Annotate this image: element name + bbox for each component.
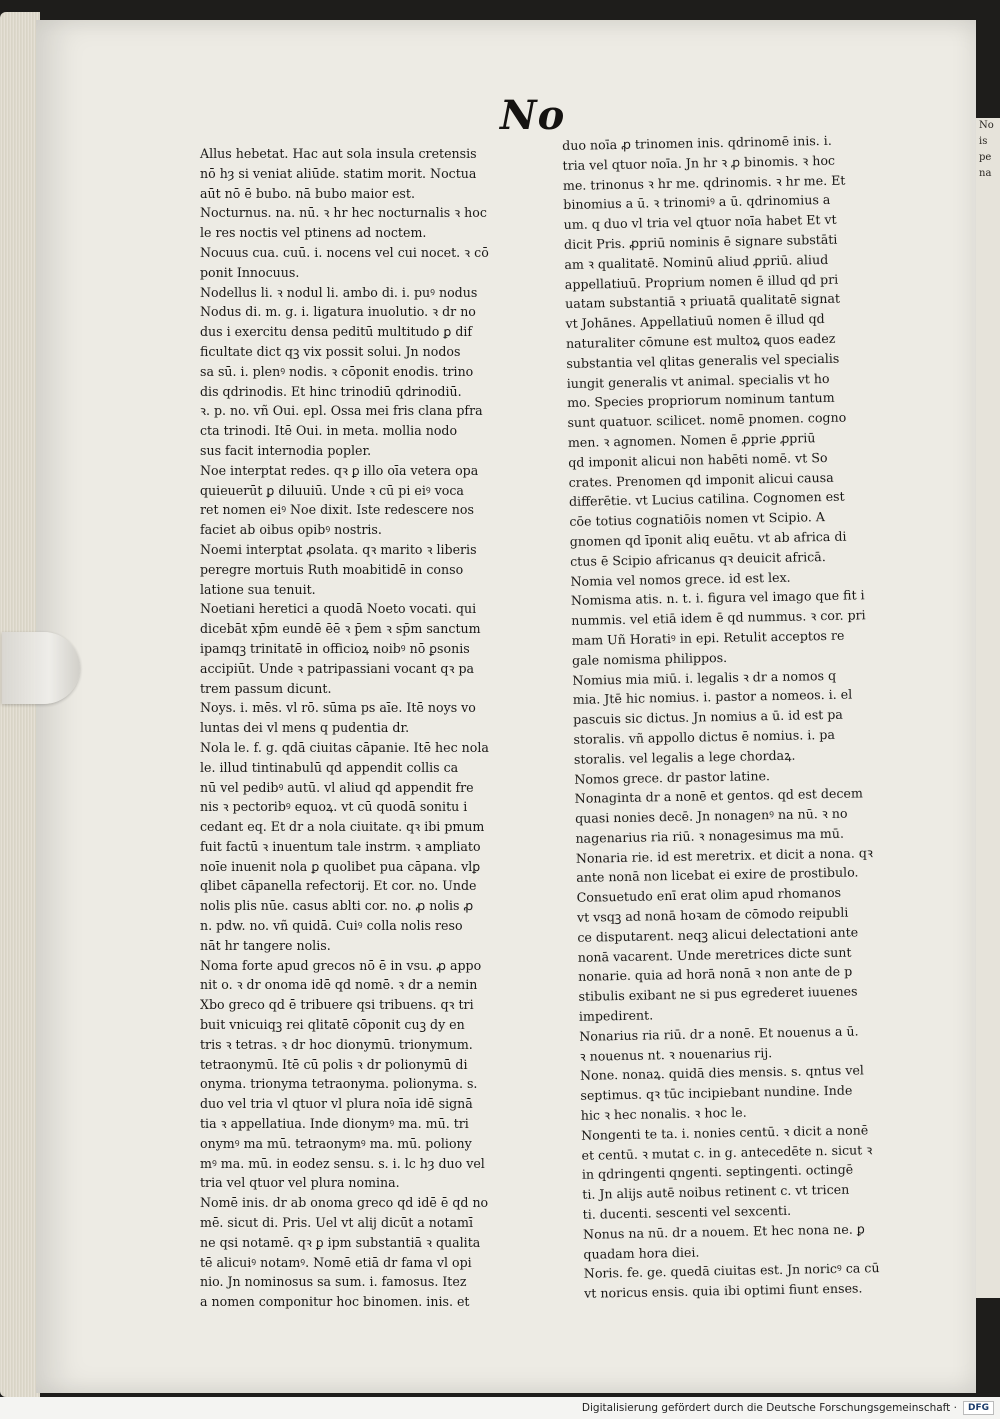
right-column-line: vt vsqꝫ ad nonā hoꝛam de cōmodo reipubli bbox=[576, 904, 849, 925]
right-column-line: ꝛ nouenus nt. ꝛ nouenarius rij. bbox=[579, 1044, 773, 1064]
left-column-line: Xbo greco qd ē tribuere qsi tribuens. qꝛ tri bbox=[200, 997, 474, 1013]
right-column-line: nonā vacarent. Unde meretrices dicte sunt bbox=[577, 944, 852, 965]
right-column-line: septimus. qꝛ tūc incipiebant nundine. Inde bbox=[580, 1082, 853, 1104]
left-column-line: cta trinodi. Itē Oui. in meta. mollia nodo bbox=[200, 423, 458, 439]
right-column-line: tria vel qtuor noīa. Jn hr ꝛ ꝓ binomis. ꝛ hoc bbox=[562, 152, 836, 173]
left-column-line: dicebāt xp̄m eundē ēē ꝛ p̄em ꝛ sp̄m sanctum bbox=[200, 621, 481, 637]
left-column-line: duo vel tria vl qtuor vl plura noīa idē signā bbox=[200, 1096, 473, 1112]
right-column-line: um. q duo vl tria vel qtuor noīa habet Et vt bbox=[563, 211, 837, 233]
left-column-line: luntas dei vl mens q pudentia dr. bbox=[200, 720, 410, 736]
right-column-line: differētie. vt Lucius catilina. Cognomen est bbox=[568, 488, 845, 510]
next-page-strip bbox=[976, 118, 1000, 1298]
left-column-line: mꝰ ma. mū. in eodez sensu. s. i. lc hȝ duo vel bbox=[200, 1155, 485, 1171]
left-column-line: ret nomen eiꝰ Noe dixit. Iste redescere nos bbox=[200, 502, 474, 518]
left-column-line: mē. sicut di. Pris. Uel vt alij dicūt a notamī bbox=[200, 1215, 474, 1231]
right-column-line: dicit Pris. ꝓpriū nominis ē signare substāti bbox=[563, 231, 838, 252]
next-page-fragment: is bbox=[979, 136, 988, 147]
right-column-line: duo noīa ꝓ trinomen inis. qdrinomē inis. i. bbox=[562, 132, 832, 153]
left-column-line: Noe interptat redes. qꝛ ꝑ illo oīa vetera opa bbox=[200, 462, 479, 478]
right-column-line: nonarie. quia ad horā nonā ꝛ non ante de p bbox=[578, 964, 853, 985]
right-column-line: Consuetudo enī erat olim apud rhomanos bbox=[576, 885, 842, 906]
footer-credit: Digitalisierung gefördert durch die Deutsche Forschungsgemeinschaft · bbox=[581, 1402, 957, 1414]
right-column-line: substantia vel qlitas generalis vel specialis bbox=[566, 350, 840, 371]
left-column-line: le res noctis vel ptinens ad noctem. bbox=[200, 225, 427, 241]
left-column-line: n. pdw. no. vñ quidā. Cuiꝰ colla nolis reso bbox=[200, 918, 463, 934]
left-column-line: Noemi interptat ꝓsolata. qꝛ marito ꝛ liberis bbox=[200, 541, 477, 557]
right-column-line: ti. ducenti. sescenti vel sexcenti. bbox=[582, 1202, 792, 1222]
right-column-line: binomius a ū. ꝛ trinomiꝰ a ū. qdrinomius a bbox=[563, 192, 831, 213]
right-column-line: cōe totius cognatiōis nomen vt Scipio. A bbox=[569, 509, 826, 530]
next-page-fragment: No bbox=[979, 120, 994, 131]
right-column-line: men. ꝛ agnomen. Nomen ē ꝓprie ꝓpriū bbox=[567, 430, 816, 450]
right-column-line: uatam substantiā ꝛ priuatā qualitatē signat bbox=[565, 291, 841, 312]
right-column-line: nagenarius ria riū. ꝛ nonagesimus ma mū. bbox=[575, 825, 845, 846]
left-column-line: dis qdrinodis. Et hinc trinodiū qdrinodiū. bbox=[200, 383, 462, 399]
left-column-line: nio. Jn nominosus sa sum. i. famosus. Itez bbox=[200, 1274, 467, 1290]
left-column-line: Nola le. f. g. qdā ciuitas cāpanie. Itē hec nola bbox=[200, 739, 489, 755]
right-column-line: mia. Jtē hic nomius. i. pastor a nomeos. i. el bbox=[572, 686, 853, 708]
right-column-line: ctus ē Scipio africanus qꝛ deuicit africā. bbox=[570, 548, 826, 569]
right-column-line: nummis. vel etiā idem ē qd nummus. ꝛ cor. pri bbox=[571, 607, 866, 629]
left-column-line: nō hȝ si veniat aliūde. statim morit. Noctua bbox=[200, 165, 477, 181]
right-column-line: in qdringenti qngenti. septingenti. octingē bbox=[581, 1162, 854, 1183]
left-column-line: faciet ab oibus opibꝰ nostris. bbox=[200, 522, 382, 538]
right-column-line: ante nonā non licebat ei exire de prostibulo. bbox=[576, 864, 859, 886]
right-column-line: Nomius mia miū. i. legalis ꝛ dr a nomos q bbox=[572, 667, 837, 688]
left-column-line: tris ꝛ tetras. ꝛ dr hoc dionymū. trionymum. bbox=[200, 1036, 473, 1052]
left-column bbox=[200, 144, 576, 1312]
dfg-logo: DFG bbox=[963, 1401, 994, 1415]
page-clip-tab bbox=[2, 632, 80, 704]
right-column-line: appellatiuū. Proprium nomen ē illud qd pri bbox=[564, 271, 839, 292]
left-column-line: tetraonymū. Itē cū polis ꝛ dr polionymū di bbox=[200, 1056, 468, 1072]
left-column-line: tia ꝛ appellatiua. Inde dionymꝰ ma. mū. tri bbox=[200, 1116, 469, 1132]
right-column-line: Nongenti te ta. i. nonies centū. ꝛ dicit a nonē bbox=[581, 1122, 869, 1143]
right-column-line: Nomia vel nomos grece. id est lex. bbox=[570, 569, 791, 589]
right-column-line: hic ꝛ hec nonalis. ꝛ hoc le. bbox=[580, 1104, 747, 1123]
right-column-line: None. nonaꝝ. quidā dies mensis. s. qntus vel bbox=[579, 1062, 865, 1084]
left-column-line: a nomen componitur hoc binomen. inis. et bbox=[200, 1294, 470, 1310]
left-column-line: latione sua tenuit. bbox=[200, 581, 316, 597]
right-column-line: ti. Jn alijs autē noibus retinent c. vt tricen bbox=[582, 1181, 850, 1203]
right-column-line: vt noricus ensis. quia ibi optimi fiunt enses. bbox=[584, 1280, 863, 1302]
left-column-line: buit vnicuiqꝫ rei qlitatē cōponit cuꝫ dy en bbox=[200, 1017, 465, 1033]
book-fore-edge bbox=[0, 12, 40, 1397]
left-column-line: sus facit internodia popler. bbox=[200, 442, 372, 458]
right-column-line: iungit generalis vt animal. specialis vt ho bbox=[566, 370, 830, 391]
next-page-fragment: pe bbox=[979, 152, 992, 163]
right-column-line: impedirent. bbox=[578, 1007, 654, 1024]
digitization-footer bbox=[0, 1397, 1000, 1419]
left-column-line: ficultate dict qꝫ vix possit solui. Jn nodos bbox=[200, 343, 461, 359]
left-column-line: nis ꝛ pectoribꝰ equoꝝ. vt cū quodā sonitu i bbox=[200, 799, 468, 815]
left-column-line: Noetiani heretici a quodā Noeto vocati. qui bbox=[200, 601, 477, 617]
right-column-line: quasi nonies decē. Jn nonagenꝰ na nū. ꝛ no bbox=[574, 805, 848, 826]
right-column-line: quadam hora diei. bbox=[583, 1244, 700, 1262]
left-column-line: ne qsi notamē. qꝛ ꝑ ipm substantiā ꝛ qualita bbox=[200, 1234, 481, 1250]
left-column-line: dus i exercitu densa peditū multitudo ꝑ dif bbox=[200, 324, 473, 340]
left-column-line: ꝛ. p. no. vñ Oui. epl. Ossa mei fris clana pfra bbox=[200, 403, 483, 419]
right-column-line: mo. Species propriorum nominum tantum bbox=[566, 390, 835, 411]
left-column-line: Noma forte apud grecos nō ē in vsu. ꝓ appo bbox=[200, 957, 482, 973]
left-column-line: Nodellus li. ꝛ nodul li. ambo di. i. puꝰ nodus bbox=[200, 284, 478, 300]
right-column-line: Nomisma atis. n. t. i. figura vel imago que fit i bbox=[570, 587, 865, 609]
left-column-line: Nomē inis. dr ab onoma greco qd idē ē qd no bbox=[200, 1195, 489, 1211]
left-column-line: Nocuus cua. cuū. i. nocens vel cui nocet. ꝛ cō bbox=[200, 244, 489, 260]
left-column-line: qlibet cāpanella refectorij. Et cor. no. Unde bbox=[200, 878, 477, 894]
right-column-line: Noris. fe. ge. quedā ciuitas est. Jn noricꝰ ca cū bbox=[583, 1260, 880, 1282]
right-column bbox=[562, 129, 938, 1304]
left-column-line: peregre mortuis Ruth moabitidē in conso bbox=[200, 561, 464, 577]
right-column-line: Nomos grece. dr pastor latine. bbox=[574, 767, 771, 787]
left-column-line: sa sū. i. plenꝰ nodis. ꝛ cōponit enodis. trino bbox=[200, 363, 474, 379]
right-column-line: pascuis sic dictus. Jn nomius a ū. id est pa bbox=[573, 706, 844, 728]
left-column-line: onymꝰ ma mū. tetraonymꝰ ma. mū. poliony bbox=[200, 1135, 472, 1151]
right-column-line: Nonaginta dr a nonē et gentos. qd est decem bbox=[574, 785, 864, 807]
left-column-line: nū vel pedibꝰ autū. vl aliud qd appendit fre bbox=[200, 779, 474, 795]
left-column-line: onyma. trionyma tetraonyma. polionyma. s. bbox=[200, 1076, 478, 1092]
right-column-line: naturaliter cōmune est multoꝝ quos eadez bbox=[565, 330, 836, 351]
next-page-fragment: na bbox=[979, 168, 992, 179]
right-column-line: Nonarius ria riū. dr a nonē. Et nouenus a ū. bbox=[579, 1023, 859, 1044]
left-column-line: tē alicuiꝰ notamꝰ. Nomē etiā dr fama vl opi bbox=[200, 1254, 472, 1270]
right-column-line: Nonus na nū. dr a nouem. Et hec nona ne. ꝑ bbox=[582, 1221, 865, 1242]
right-column-line: vt Johānes. Appellatiuū nomen ē illud qd bbox=[565, 311, 825, 332]
left-column-line: nolis plis nūe. casus ablti cor. no. ꝓ nolis ꝓ bbox=[200, 898, 474, 914]
right-column-line: qd imponit alicui non habēti nomē. vt So bbox=[568, 449, 828, 470]
left-column-line: ponit Innocuus. bbox=[200, 264, 300, 280]
right-column-line: ce disputarent. neqꝫ alicui delectationi ante bbox=[577, 924, 859, 945]
left-column-line: ipamqꝫ trinitatē in officioꝝ noibꝰ nō ꝑsonis bbox=[200, 640, 470, 656]
right-column-line: et centū. ꝛ mutat c. in g. antecedēte n. sicut ꝛ bbox=[581, 1141, 873, 1163]
running-head: No bbox=[500, 92, 566, 139]
left-column-line: quieuerūt ꝑ diluuiū. Unde ꝛ cū pi eiꝰ voca bbox=[200, 482, 464, 498]
right-column-line: sunt quatuor. scilicet. nomē pnomen. cogno bbox=[567, 409, 847, 431]
right-column-line: me. trinonus ꝛ hr me. qdrinomis. ꝛ hr me. Et bbox=[562, 172, 846, 193]
right-column-line: am ꝛ qualitatē. Nominū aliud ꝓpriū. aliud bbox=[564, 251, 829, 272]
left-column-line: Allus hebetat. Hac aut sola insula cretensis bbox=[200, 146, 477, 161]
left-column-line: Noys. i. mēs. vl rō. sūma ps aīe. Itē noys vo bbox=[200, 700, 476, 716]
right-column-line: gale nomisma philippos. bbox=[571, 649, 728, 668]
left-column-line: Nocturnus. na. nū. ꝛ hr hec nocturnalis ꝛ hoc bbox=[200, 205, 487, 221]
left-column-line: fuit factū ꝛ inuentum tale instrm. ꝛ ampliato bbox=[200, 838, 481, 854]
left-column-line: nāt hr tangere nolis. bbox=[200, 937, 331, 953]
left-column-line: trem passum dicunt. bbox=[200, 680, 332, 696]
right-column-line: crates. Prenomen qd imponit alicui causa bbox=[568, 469, 834, 490]
right-column-line: storalis. vel legalis a lege chordaꝝ. bbox=[573, 747, 796, 767]
left-column-line: Nodus di. m. g. i. ligatura inuolutio. ꝛ dr no bbox=[200, 304, 476, 320]
left-column-line: le. illud tintinabulū qd appendit collis ca bbox=[200, 759, 459, 775]
left-column-line: noīe inuenit nola ꝑ quolibet pua cāpana. vlꝑ bbox=[200, 858, 481, 874]
right-column-line: storalis. vñ appollo dictus ē nomius. i. pa bbox=[573, 726, 836, 747]
left-column-line: cedant eq. Et dr a nola ciuitate. qꝛ ibi pmum bbox=[200, 819, 485, 835]
left-column-line: nit o. ꝛ dr onoma idē qd nomē. ꝛ dr a nemin bbox=[200, 977, 478, 993]
left-column-line: aūt nō ē bubo. nā bubo maior est. bbox=[200, 185, 415, 201]
right-column-line: gnomen qd īponit aliq euētu. vt ab africa di bbox=[569, 528, 847, 549]
left-column-line: tria vel qtuor vel plura nomina. bbox=[200, 1175, 400, 1191]
right-column-line: mam Uñ Horatiꝰ in epi. Retulit acceptos re bbox=[571, 627, 845, 648]
left-column-line: accipiūt. Unde ꝛ patripassiani vocant qꝛ pa bbox=[200, 660, 475, 676]
right-column-line: stibulis exibant ne si pus egrederet iuuenes bbox=[578, 983, 858, 1005]
right-column-line: Nonaria rie. id est meretrix. et dicit a nona. qꝛ bbox=[575, 844, 874, 866]
